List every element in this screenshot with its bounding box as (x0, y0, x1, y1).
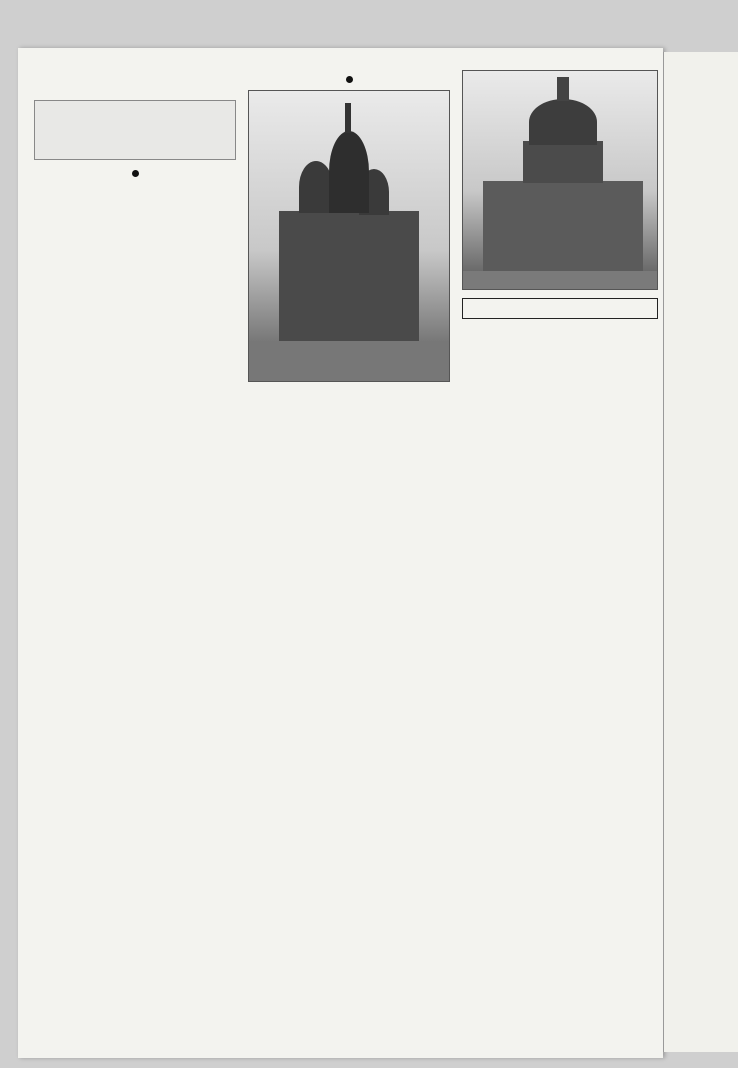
colophon-box (462, 298, 658, 319)
column-right (462, 70, 658, 1030)
globaal-bekeken-banner (34, 100, 236, 160)
photo-isaakskathedraal (462, 70, 658, 290)
section-divider-dot (132, 170, 139, 177)
column-middle (248, 70, 450, 1030)
section-divider-dot (346, 76, 353, 83)
adjacent-page (663, 52, 738, 1052)
column-left (34, 70, 236, 1030)
magazine-page (18, 48, 663, 1058)
photo-opstandingskerk (248, 90, 450, 382)
